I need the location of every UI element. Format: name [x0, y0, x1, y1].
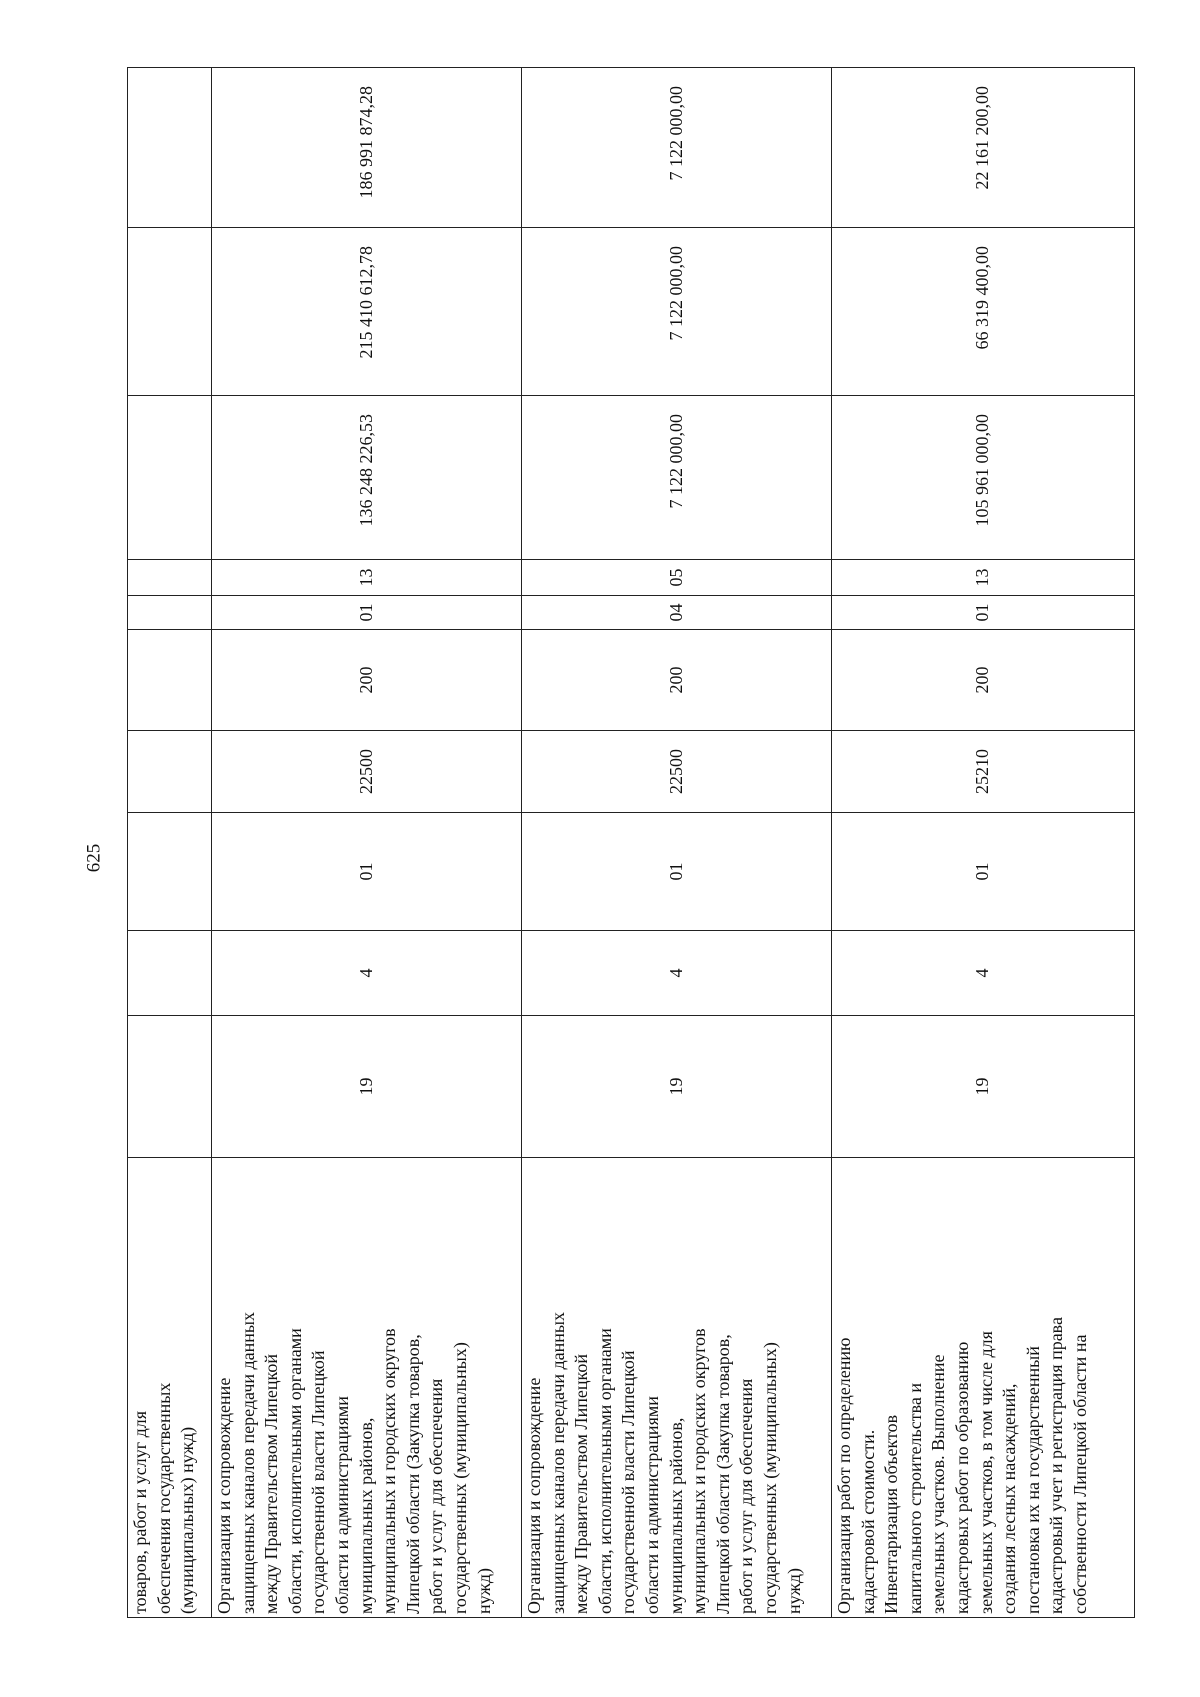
cell-amount-3: 186 991 874,28 [212, 68, 522, 228]
cell-dir: 22500 [212, 731, 522, 813]
description-line: работ и услуг для обеспечения [426, 1378, 447, 1614]
cell-gp: 19 [832, 1016, 1135, 1158]
cell-pp: 4 [212, 931, 522, 1016]
cell-amount-2 [128, 228, 212, 396]
description-line: муниципальных и городских округов [689, 1328, 710, 1614]
cell-amount-2: 7 122 000,00 [522, 228, 832, 396]
description-line: товаров, работ и услуг для [130, 1410, 150, 1614]
description-line: Инвентаризация объектов [881, 1414, 902, 1614]
cell-om [128, 813, 212, 931]
page-number [82, 838, 106, 878]
description-line: муниципальных районов, [665, 1417, 686, 1614]
description-line: Липецкой области (Закупка товаров, [712, 1334, 733, 1614]
cell-amount-1: 136 248 226,53 [212, 396, 522, 560]
cell-amount-1: 105 961 000,00 [832, 396, 1135, 560]
cell-pr [128, 560, 212, 596]
description-line: кадастровой стоимости. [857, 1429, 878, 1614]
budget-table [127, 68, 1134, 1618]
description-line: нужд) [473, 1568, 494, 1614]
cell-pp: 4 [522, 931, 832, 1016]
table-row [522, 68, 832, 1618]
description-line: собственности Липецкой области на [1069, 1334, 1090, 1614]
description-line: капитального строительства и [904, 1383, 925, 1614]
cell-rz: 04 [522, 596, 832, 630]
cell-dir: 25210 [832, 731, 1135, 813]
row-description [212, 1158, 522, 1618]
cell-rz [128, 596, 212, 630]
cell-pr: 13 [212, 560, 522, 596]
cell-om: 01 [832, 813, 1135, 931]
cell-amount-3: 22 161 200,00 [832, 68, 1135, 228]
cell-amount-1: 7 122 000,00 [522, 396, 832, 560]
description-line: земельных участков, в том числе для [975, 1331, 996, 1614]
cell-rz: 01 [212, 596, 522, 630]
cell-pp: 4 [832, 931, 1135, 1016]
table-row [212, 68, 522, 1618]
description-line: государственных (муниципальных) [449, 1342, 470, 1614]
row-description [832, 1158, 1135, 1618]
table-row [128, 68, 212, 1618]
description-line: государственной власти Липецкой [308, 1350, 329, 1614]
description-line: земельных участков. Выполнение [928, 1354, 949, 1614]
description-line: муниципальных районов, [355, 1417, 376, 1614]
description-line: Липецкой области (Закупка товаров, [402, 1334, 423, 1614]
description-line: государственной власти Липецкой [618, 1350, 639, 1614]
description-line: работ и услуг для обеспечения [736, 1378, 757, 1614]
cell-gp [128, 1016, 212, 1158]
description-line: Организация работ по определению [834, 1337, 854, 1614]
cell-pr: 05 [522, 560, 832, 596]
cell-rz: 01 [832, 596, 1135, 630]
cell-amount-3: 7 122 000,00 [522, 68, 832, 228]
cell-vr: 200 [832, 630, 1135, 731]
description-line: области, исполнительными органами [284, 1328, 305, 1614]
description-line: области, исполнительными органами [594, 1328, 615, 1614]
cell-dir [128, 731, 212, 813]
cell-amount-3 [128, 68, 212, 228]
description-line: создания лесных насаждений, [999, 1383, 1020, 1614]
description-line: между Правительством Липецкой [571, 1354, 592, 1614]
table-row [832, 68, 1135, 1618]
description-line: Организация и сопровождение [524, 1377, 544, 1614]
description-line: (муниципальных) нужд) [177, 1426, 198, 1614]
cell-vr: 200 [522, 630, 832, 731]
description-line: муниципальных и городских округов [379, 1328, 400, 1614]
rotated-table-frame [127, 68, 1134, 1618]
cell-amount-2: 215 410 612,78 [212, 228, 522, 396]
cell-amount-2: 66 319 400,00 [832, 228, 1135, 396]
row-description [128, 1158, 212, 1618]
cell-gp: 19 [522, 1016, 832, 1158]
cell-pp [128, 931, 212, 1016]
description-line: обеспечения государственных [153, 1382, 174, 1614]
description-line: области и администрациями [641, 1396, 662, 1614]
description-line: защищенных каналов передачи данных [547, 1311, 568, 1614]
cell-pr: 13 [832, 560, 1135, 596]
description-line: кадастровых работ по образованию [951, 1341, 972, 1614]
cell-vr: 200 [212, 630, 522, 731]
description-line: защищенных каналов передачи данных [237, 1311, 258, 1614]
description-line: кадастровый учет и регистрация права [1046, 1317, 1067, 1614]
cell-om: 01 [522, 813, 832, 931]
row-description [522, 1158, 832, 1618]
description-line: Организация и сопровождение [214, 1377, 234, 1614]
description-line: области и администрациями [331, 1396, 352, 1614]
page-number-text: 625 [83, 843, 104, 873]
description-line: нужд) [783, 1568, 804, 1614]
cell-dir: 22500 [522, 731, 832, 813]
cell-vr [128, 630, 212, 731]
cell-om: 01 [212, 813, 522, 931]
description-line: государственных (муниципальных) [759, 1342, 780, 1614]
cell-amount-1 [128, 396, 212, 560]
description-line: постановка их на государственный [1022, 1346, 1043, 1614]
description-line: между Правительством Липецкой [261, 1354, 282, 1614]
cell-gp: 19 [212, 1016, 522, 1158]
